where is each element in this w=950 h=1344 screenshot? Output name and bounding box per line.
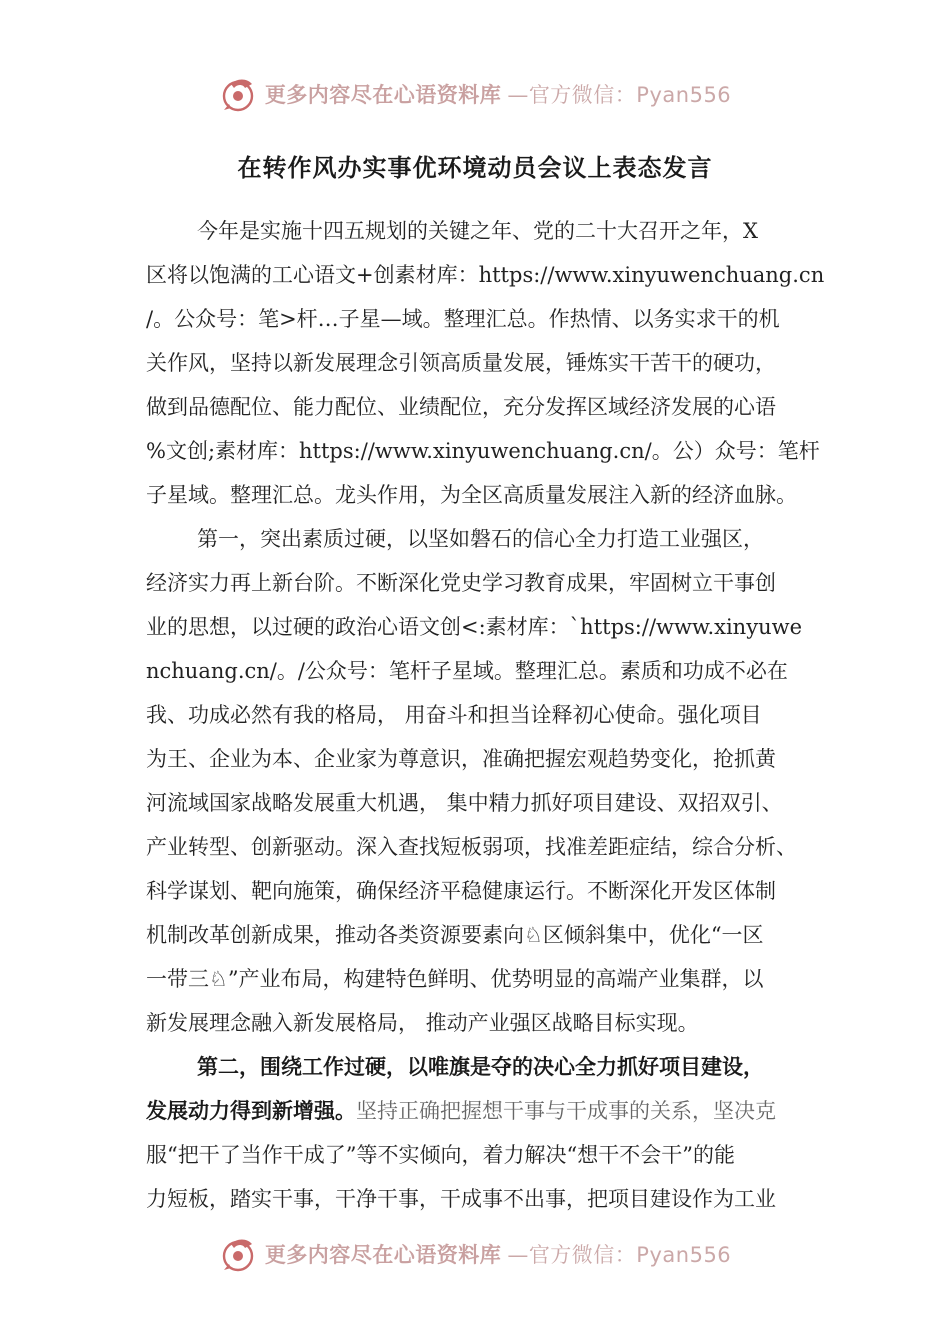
body-line-segment: 发展动力得到新增强。 [146, 1098, 356, 1123]
body-line: 今年是实施十四五规划的关键之年、党的二十大召开之年，X [197, 219, 758, 243]
banner-main-text: 更多内容尽在心语资料库 [264, 1243, 502, 1267]
body-line [146, 1096, 776, 1126]
footer-banner [0, 1232, 950, 1276]
body-line: 力短板，踏实干事，干净干事，干成事不出事，把项目建设作为工业 [146, 1187, 776, 1211]
body-line: 第一，突出素质过硬，以坚如磐石的信心全力打造工业强区， [197, 527, 764, 551]
body-line: 经济实力再上新台阶。不断深化党史学习教育成果，牢固树立干事创 [146, 571, 776, 595]
body-line: 我、功成必然有我的格局， 用奋斗和担当诠释初心使命。强化项目 [146, 703, 762, 727]
body-line: 为王、企业为本、企业家为尊意识，准确把握宏观趋势变化，抢抓黄 [146, 747, 776, 771]
body-line: 新发展理念融入新发展格局， 推动产业强区战略目标实现。 [146, 1011, 699, 1035]
body-line: 第二，围绕工作过硬，以唯旗是夺的决心全力抓好项目建设， [197, 1054, 764, 1079]
body-line: /。公众号：笔>杆…子星—域。整理汇总。作热情、以务实求干的机 [146, 307, 780, 331]
body-line: 机制改革创新成果，推动各类资源要素向♘区倾斜集中，优化“一区 [146, 923, 764, 947]
body-line: 科学谋划、靶向施策，确保经济平稳健康运行。不断深化开发区体制 [146, 879, 776, 903]
banner-main-text: 更多内容尽在心语资料库 [264, 83, 502, 107]
banner-sub-text: —官方微信：Pyan556 [507, 1243, 732, 1267]
body-line: 河流域国家战略发展重大机遇， 集中精力抓好项目建设、双招双引、 [146, 791, 783, 815]
body-line: 服“把干了当作干成了”等不实倾向，着力解决“想干不会干”的能 [146, 1143, 735, 1167]
logo-icon [219, 1234, 259, 1274]
body-line: 业的思想，以过硬的政治心语文创<:素材库：`https://www.xinyuwe [146, 615, 803, 639]
banner-sub-text: —官方微信：Pyan556 [507, 83, 732, 107]
logo-icon [219, 74, 259, 114]
header-banner [0, 72, 950, 116]
body-line: nchuang.cn/。/公众号：笔杆子星域。整理汇总。素质和功成不必在 [146, 659, 788, 683]
body-line: %文创;素材库：https://www.xinyuwenchuang.cn/。公）众号：笔杆 [146, 439, 820, 463]
body-line: 区将以饱满的工心语文+创素材库：https://www.xinyuwenchuang.cn [146, 263, 825, 287]
body-line: 一带三♘”产业布局，构建特色鲜明、优势明显的高端产业集群，以 [146, 967, 764, 991]
body-line: 子星域。整理汇总。龙头作用，为全区高质量发展注入新的经济血脉。 [146, 483, 797, 507]
body-line: 关作风，坚持以新发展理念引领高质量发展，锤炼实干苦干的硬功， [146, 351, 776, 375]
document-title: 在转作风办实事优环境动员会议上表态发言 [237, 153, 713, 182]
body-line: 产业转型、创新驱动。深入查找短板弱项，找准差距症结，综合分析、 [146, 835, 797, 859]
body-line: 做到品德配位、能力配位、业绩配位，充分发挥区域经济发展的心语 [146, 395, 776, 419]
body-line-segment: 坚持正确把握想干事与干成事的关系，坚决克 [356, 1099, 776, 1123]
